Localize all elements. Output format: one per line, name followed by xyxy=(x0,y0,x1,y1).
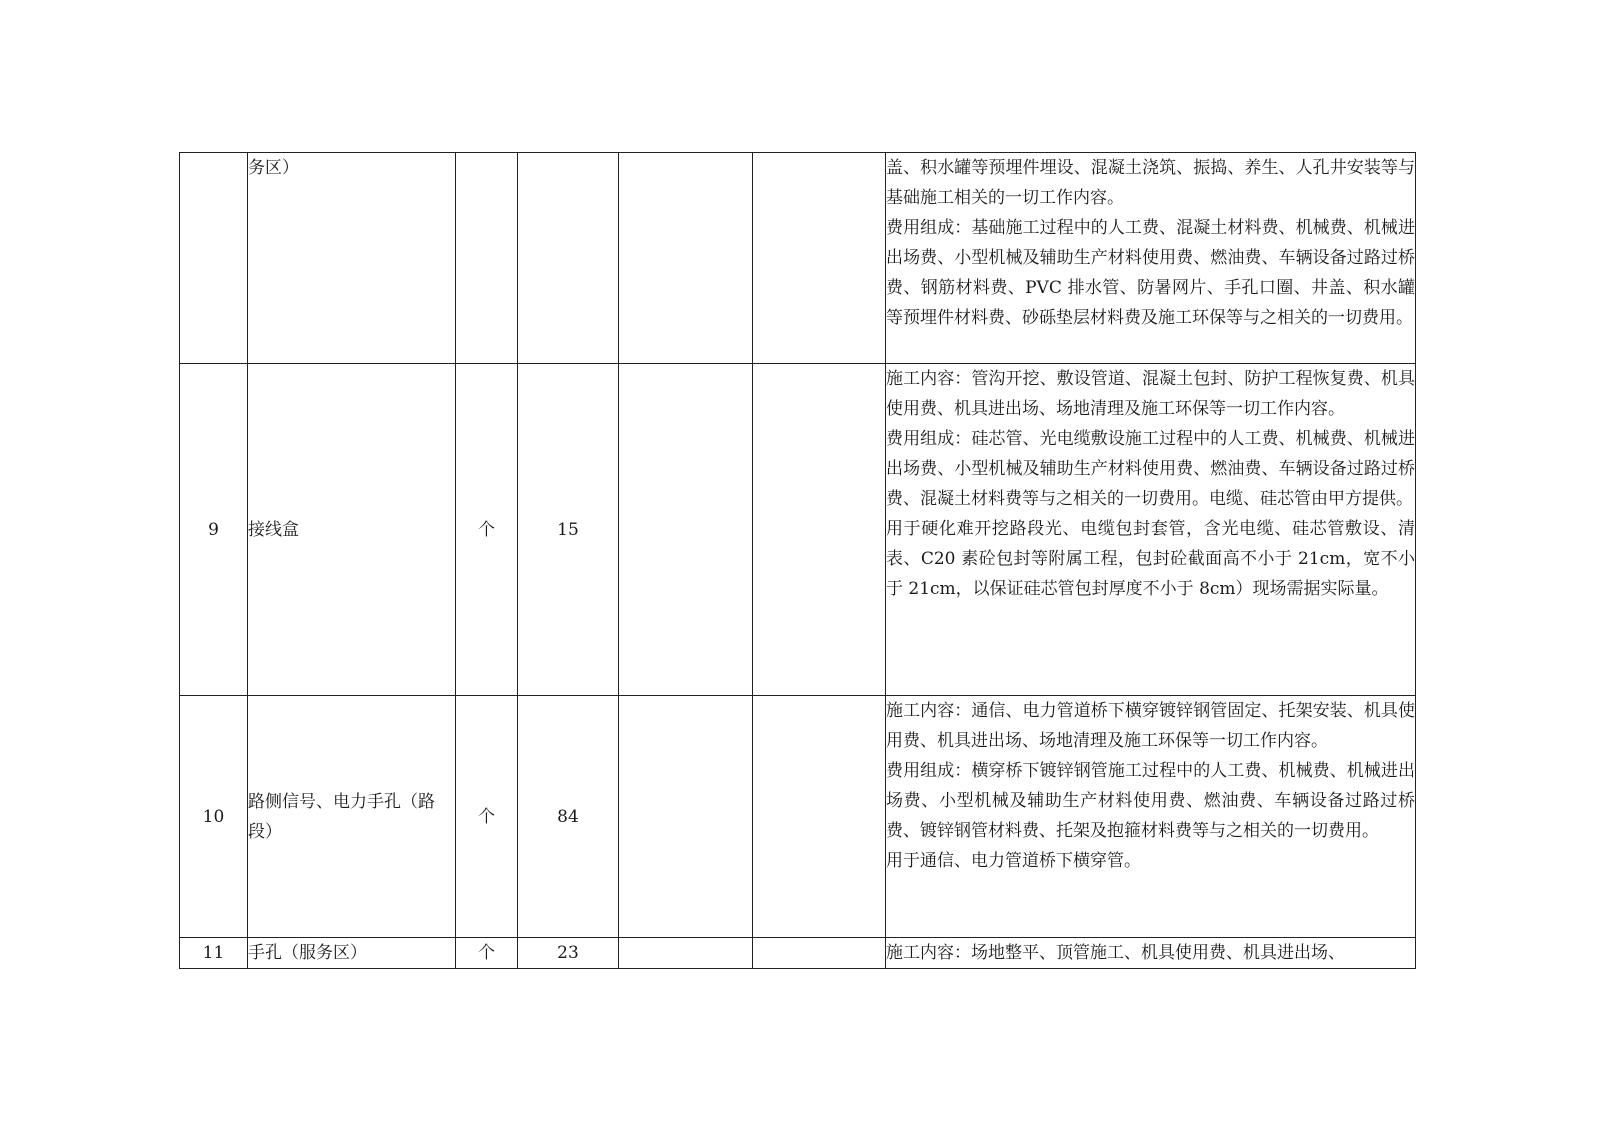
table-row xyxy=(180,153,1416,364)
unit-price-cell xyxy=(619,153,753,364)
item-number: 9 xyxy=(180,364,248,696)
description-paragraph: 盖、积水罐等预埋件埋设、混凝土浇筑、振捣、养生、人孔井安装等与基础施工相关的一切工作内容。 xyxy=(886,158,1415,208)
item-quantity: 84 xyxy=(518,696,619,938)
description-paragraph: 费用组成：硅芯管、光电缆敷设施工过程中的人工费、机械费、机械进出场费、小型机械及辅助生产材料使用费、燃油费、车辆设备过路过桥费、混凝土材料费等与之相关的一切费用。电缆、硅芯管由甲方提供。 xyxy=(886,429,1415,509)
total-price-cell xyxy=(753,364,886,696)
item-description xyxy=(886,153,1416,364)
item-name: 务区） xyxy=(248,153,456,364)
item-quantity xyxy=(518,153,619,364)
unit-price-cell xyxy=(619,364,753,696)
item-number: 11 xyxy=(180,938,248,969)
item-description xyxy=(886,364,1416,696)
item-quantity: 23 xyxy=(518,938,619,969)
item-unit: 个 xyxy=(456,938,518,969)
table-row xyxy=(180,938,1416,969)
description-paragraph: 费用组成：横穿桥下镀锌钢管施工过程中的人工费、机械费、机械进出场费、小型机械及辅助生产材料使用费、燃油费、车辆设备过路过桥费、镀锌钢管材料费、托架及抱箍材料费等与之相关的一切费用。 xyxy=(886,761,1415,841)
unit-price-cell xyxy=(619,696,753,938)
description-paragraph: 费用组成：基础施工过程中的人工费、混凝土材料费、机械费、机械进出场费、小型机械及辅助生产材料使用费、燃油费、车辆设备过路过桥费、钢筋材料费、PVC 排水管、防暑网片、手孔口圈、井盖、积水罐等预埋件材料费、砂砾垫层材料费及施工环保等与之相关的一切费用。 xyxy=(886,218,1415,328)
description-paragraph: 施工内容：管沟开挖、敷设管道、混凝土包封、防护工程恢复费、机具使用费、机具进出场、场地清理及施工环保等一切工作内容。 xyxy=(886,369,1415,419)
item-description xyxy=(886,696,1416,938)
table-row xyxy=(180,696,1416,938)
item-unit: 个 xyxy=(456,696,518,938)
unit-price-cell xyxy=(619,938,753,969)
item-unit: 个 xyxy=(456,364,518,696)
description-paragraph: 用于通信、电力管道桥下横穿管。 xyxy=(886,851,1141,871)
item-unit xyxy=(456,153,518,364)
item-name: 路侧信号、电力手孔（路段） xyxy=(248,696,456,938)
bill-of-quantities-table xyxy=(179,152,1416,969)
total-price-cell xyxy=(753,696,886,938)
description-paragraph: 用于硬化难开挖路段光、电缆包封套管，含光电缆、硅芯管敷设、清表、C20 素砼包封等附属工程，包封砼截面高不小于 21cm，宽不小于 21cm，以保证硅芯管包封厚度不小于 8cm）现场需据实际量。 xyxy=(886,519,1415,599)
item-number xyxy=(180,153,248,364)
description-paragraph: 施工内容：通信、电力管道桥下横穿镀锌钢管固定、托架安装、机具使用费、机具进出场、场地清理及施工环保等一切工作内容。 xyxy=(886,701,1415,751)
item-name: 手孔（服务区） xyxy=(248,938,456,969)
total-price-cell xyxy=(753,153,886,364)
item-description xyxy=(886,938,1416,969)
description-paragraph: 施工内容：场地整平、顶管施工、机具使用费、机具进出场、 xyxy=(886,943,1345,963)
item-name: 接线盒 xyxy=(248,364,456,696)
total-price-cell xyxy=(753,938,886,969)
item-quantity: 15 xyxy=(518,364,619,696)
item-number: 10 xyxy=(180,696,248,938)
table-row xyxy=(180,364,1416,696)
